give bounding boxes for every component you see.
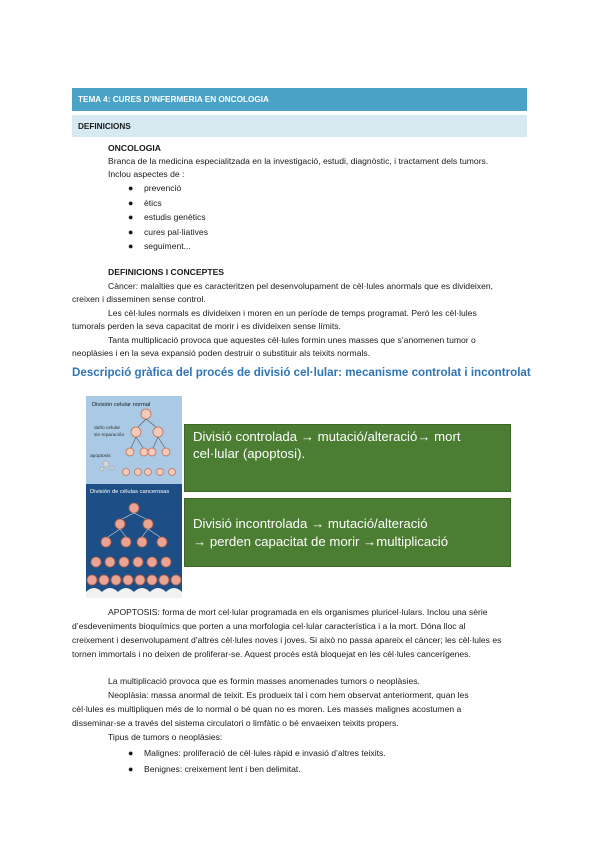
list-item-label: seguiment... [144, 241, 191, 251]
bullet-icon: ● [128, 748, 134, 758]
image-label: División de células cancerosas [90, 489, 170, 495]
neoplasia-intro: La multiplicació provoca que es formin masses anomenades tumors o neoplàsies. [108, 676, 420, 686]
cell-division-illustration [86, 396, 182, 598]
apoptosis-line: APOPTOSIS: forma de mort cel·lular programada en els organismes pluricel·lulars. Inclou una sèrie [108, 607, 488, 617]
bullet-icon: ● [128, 197, 134, 208]
topic-title: TEMA 4: CURES D’INFERMERIA EN ONCOLOGIA [78, 95, 269, 104]
neoplasia-line: cèl·lules es multipliquen més de lo normal o bé quan no es moren. Les masses malignes acostumen a [72, 704, 462, 714]
bullet-icon: ● [128, 212, 134, 222]
list-item [128, 762, 428, 776]
image-label: daño celular [94, 426, 121, 431]
list-item-label: Malignes: proliferació de cèl·lules ràpid e invasió d’altres teixits. [144, 748, 386, 758]
cancer-line: neoplàsies i en la seva expansió poden destruir o substituir als teixits normals. [72, 348, 371, 358]
apoptosis-line: d’esdeveniments bioquímics que porten a una morfologia cel·lular característica i a la mort. Dóna lloc al [72, 621, 466, 631]
bullet-icon: ● [128, 226, 134, 237]
image-label: División celular normal [92, 402, 151, 408]
oncologia-title: ONCOLOGIA [108, 143, 161, 153]
neoplasia-line: disseminar-se a través del sistema circulatori o limfàtic o bé envaeixen teixits propers. [72, 718, 399, 728]
list-item-label: estudis genètics [144, 212, 206, 222]
cancer-division-panel [86, 484, 182, 598]
list-item-label: ètics [144, 197, 162, 208]
cancer-line: Tanta multiplicació provoca que aquestes cèl·lules formin unes masses que s’anomenen tumor o [108, 335, 476, 345]
oncologia-definition: Branca de la medicina especialitzada en la investigació, estudi, diagnòstic, i tractament dels tumors. [108, 156, 489, 166]
normal-division-panel [86, 396, 182, 484]
cancer-cells-drawing [86, 484, 182, 598]
controlled-division-box [184, 424, 511, 492]
image-label: apoptosis [90, 454, 111, 459]
cancer-line: tumorals perden la seva capacitat de morir i es divideixen sense límits. [72, 321, 341, 331]
bullet-icon: ● [128, 183, 134, 193]
tumor-types-intro: Tipus de tumors o neoplàsies: [108, 732, 223, 742]
bullet-icon: ● [128, 764, 134, 774]
bullet-icon: ● [128, 241, 134, 251]
figure-heading: Descripció gràfica del procés de divisió cel·lular: mecanisme controlat i incontrolat [72, 366, 531, 379]
list-item [128, 181, 328, 195]
list-item-label: cures pal·liatives [144, 226, 208, 237]
topic-header [72, 88, 527, 111]
apoptosis-line: tornen immortals i no deixen de proliferar-se. Aquest procés està bloquejat en les cèl·lules cancerígenes. [72, 649, 471, 659]
cancer-line: Càncer: malalties que es caracteritzen pel desenvolupament de cèl·lules anormals que es divideixen, [108, 281, 494, 291]
aspects-intro: Inclou aspectes de : [108, 169, 185, 179]
list-item-label: Benignes: creixement lent i ben delimitat. [144, 764, 301, 774]
list-item [128, 746, 428, 760]
image-label: sin reparación [94, 433, 125, 438]
cancer-line: creixen i disseminen sense control. [72, 294, 206, 304]
uncontrolled-division-box [184, 498, 511, 567]
definicions-title: DEFINICIONS I CONCEPTES [108, 267, 225, 277]
box-line: → perden capacitat de morir →multiplicació [193, 534, 449, 549]
box-line: Divisió controlada → mutació/alteració→ mort [193, 429, 461, 444]
list-item [128, 196, 328, 210]
section-header [72, 115, 527, 137]
cancer-line: Les cèl·lules normals es divideixen i moren en un període de temps programat. Però les cèl·lules [108, 308, 477, 318]
box-line: cel·lular (apoptosi). [193, 446, 306, 461]
list-item [128, 239, 328, 253]
list-item-label: prevenció [144, 183, 182, 193]
apoptosis-line: creixement i desenvolupament d’altres cèl·lules noves i joves. Si això no passa apareix el càncer; les cèl·lules es [72, 635, 502, 645]
normal-cells-drawing [86, 396, 182, 484]
section-title: DEFINICIONS [78, 122, 131, 131]
box-line: Divisió incontrolada → mutació/alteració [193, 516, 428, 531]
neoplasia-line: Neoplàsia: massa anormal de teixit. Es produeix tal i com hem observat anteriorment, quan les [108, 690, 469, 700]
list-item [128, 225, 328, 239]
list-item [128, 210, 328, 224]
